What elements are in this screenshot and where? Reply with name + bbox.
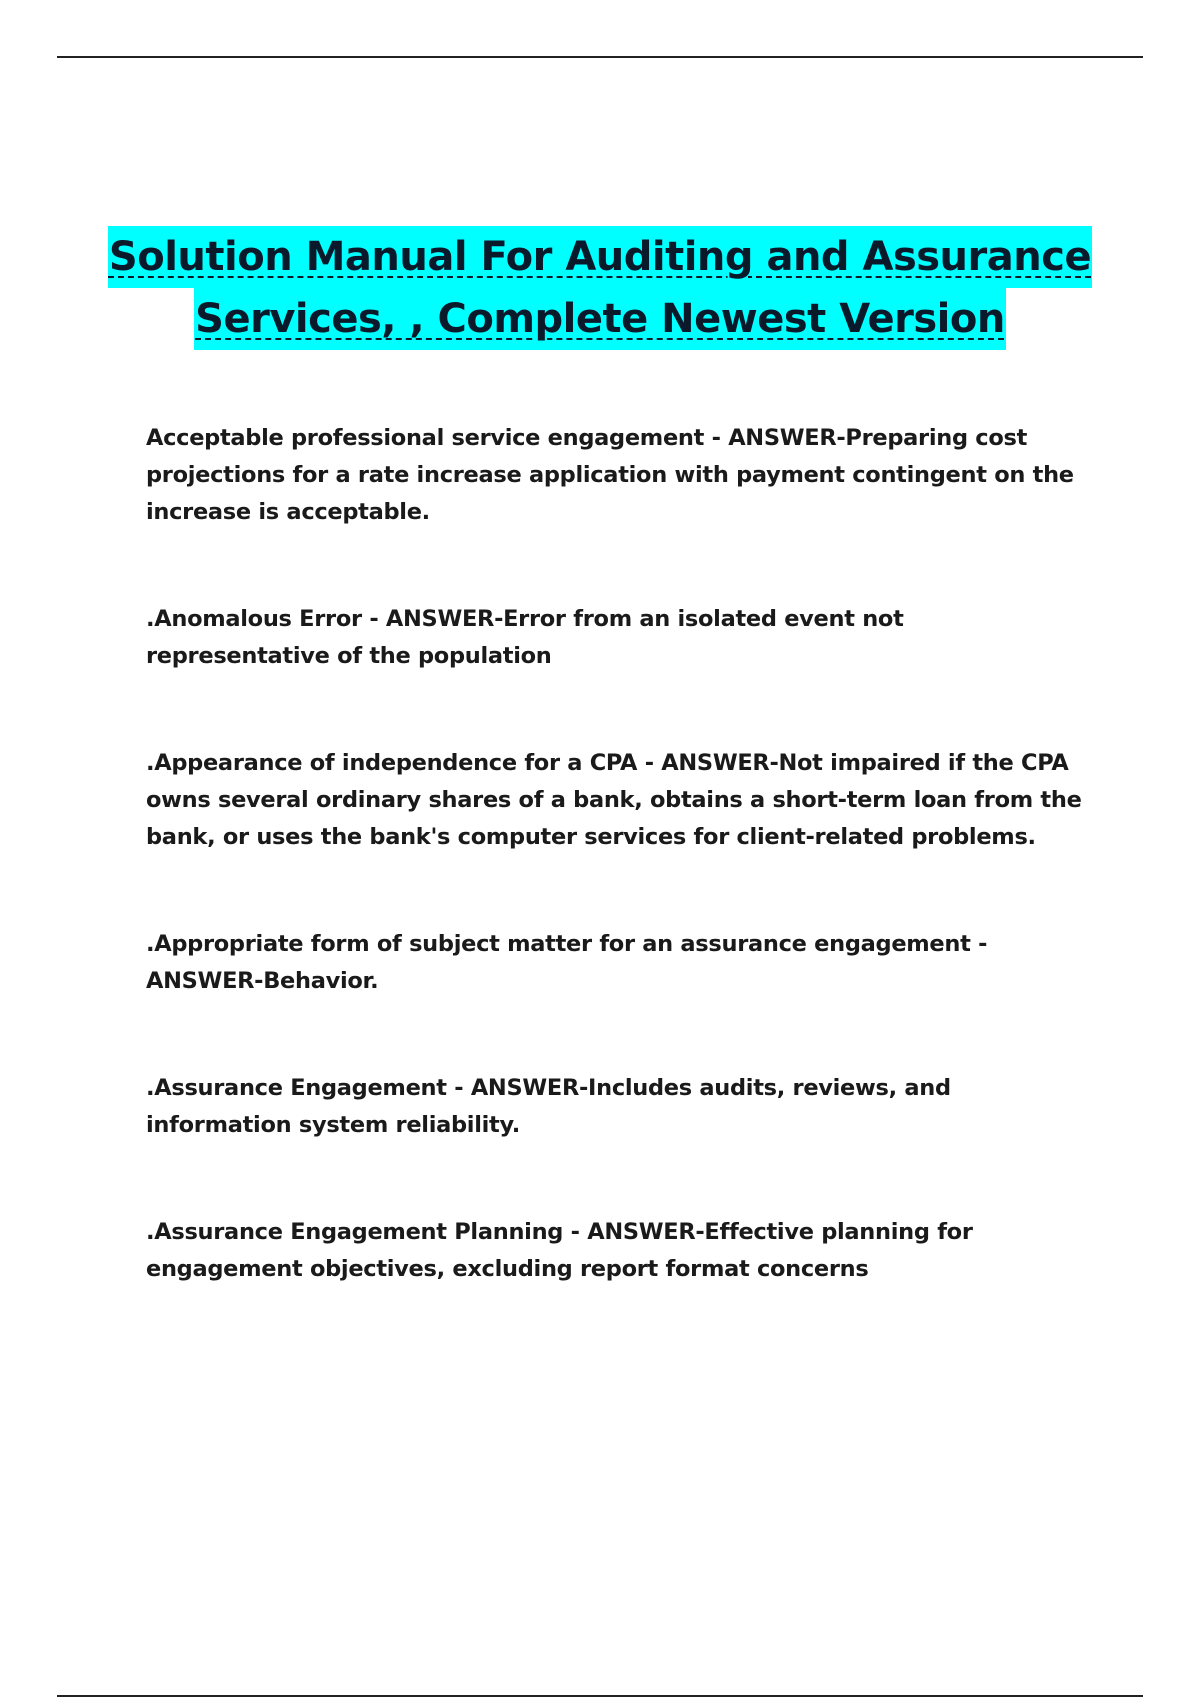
qa-entry: [146, 926, 1086, 1000]
qa-entry: [146, 745, 1086, 856]
entry-answer: - ANSWER-Preparing cost projections for a rate increase application with payment contingent on the increase is acceptable.: [146, 425, 1074, 525]
entry-answer: - ANSWER-Includes audits, reviews, and information system reliability.: [146, 1075, 951, 1138]
qa-entry: [146, 601, 1086, 675]
qa-entry: [146, 420, 1086, 531]
entry-answer: - ANSWER-Effective planning for engagement objectives, excluding report format concerns: [146, 1219, 973, 1282]
entry-answer: - ANSWER-Not impaired if the CPA owns several ordinary shares of a bank, obtains a short-term loan from the bank, or uses the bank's computer services for client-related problems.: [146, 750, 1082, 850]
document-title: [0, 226, 1200, 350]
title-line-1: Solution Manual For Auditing and Assurance: [108, 226, 1092, 288]
bottom-divider: [57, 1695, 1143, 1697]
qa-list: [146, 420, 1086, 1358]
top-divider: [57, 56, 1143, 58]
entry-term: .Anomalous Error: [146, 606, 362, 632]
entry-term: .Assurance Engagement Planning: [146, 1219, 564, 1245]
title-line-2: Services, , Complete Newest Version: [194, 288, 1006, 350]
qa-entry: [146, 1214, 1086, 1288]
entry-answer: - ANSWER-Behavior.: [146, 931, 988, 994]
entry-term: Acceptable professional service engagement: [146, 425, 705, 451]
qa-entry: [146, 1070, 1086, 1144]
entry-answer: - ANSWER-Error from an isolated event not representative of the population: [146, 606, 904, 669]
entry-term: .Assurance Engagement: [146, 1075, 447, 1101]
entry-term: .Appearance of independence for a CPA: [146, 750, 638, 776]
entry-term: .Appropriate form of subject matter for an assurance engagement: [146, 931, 971, 957]
